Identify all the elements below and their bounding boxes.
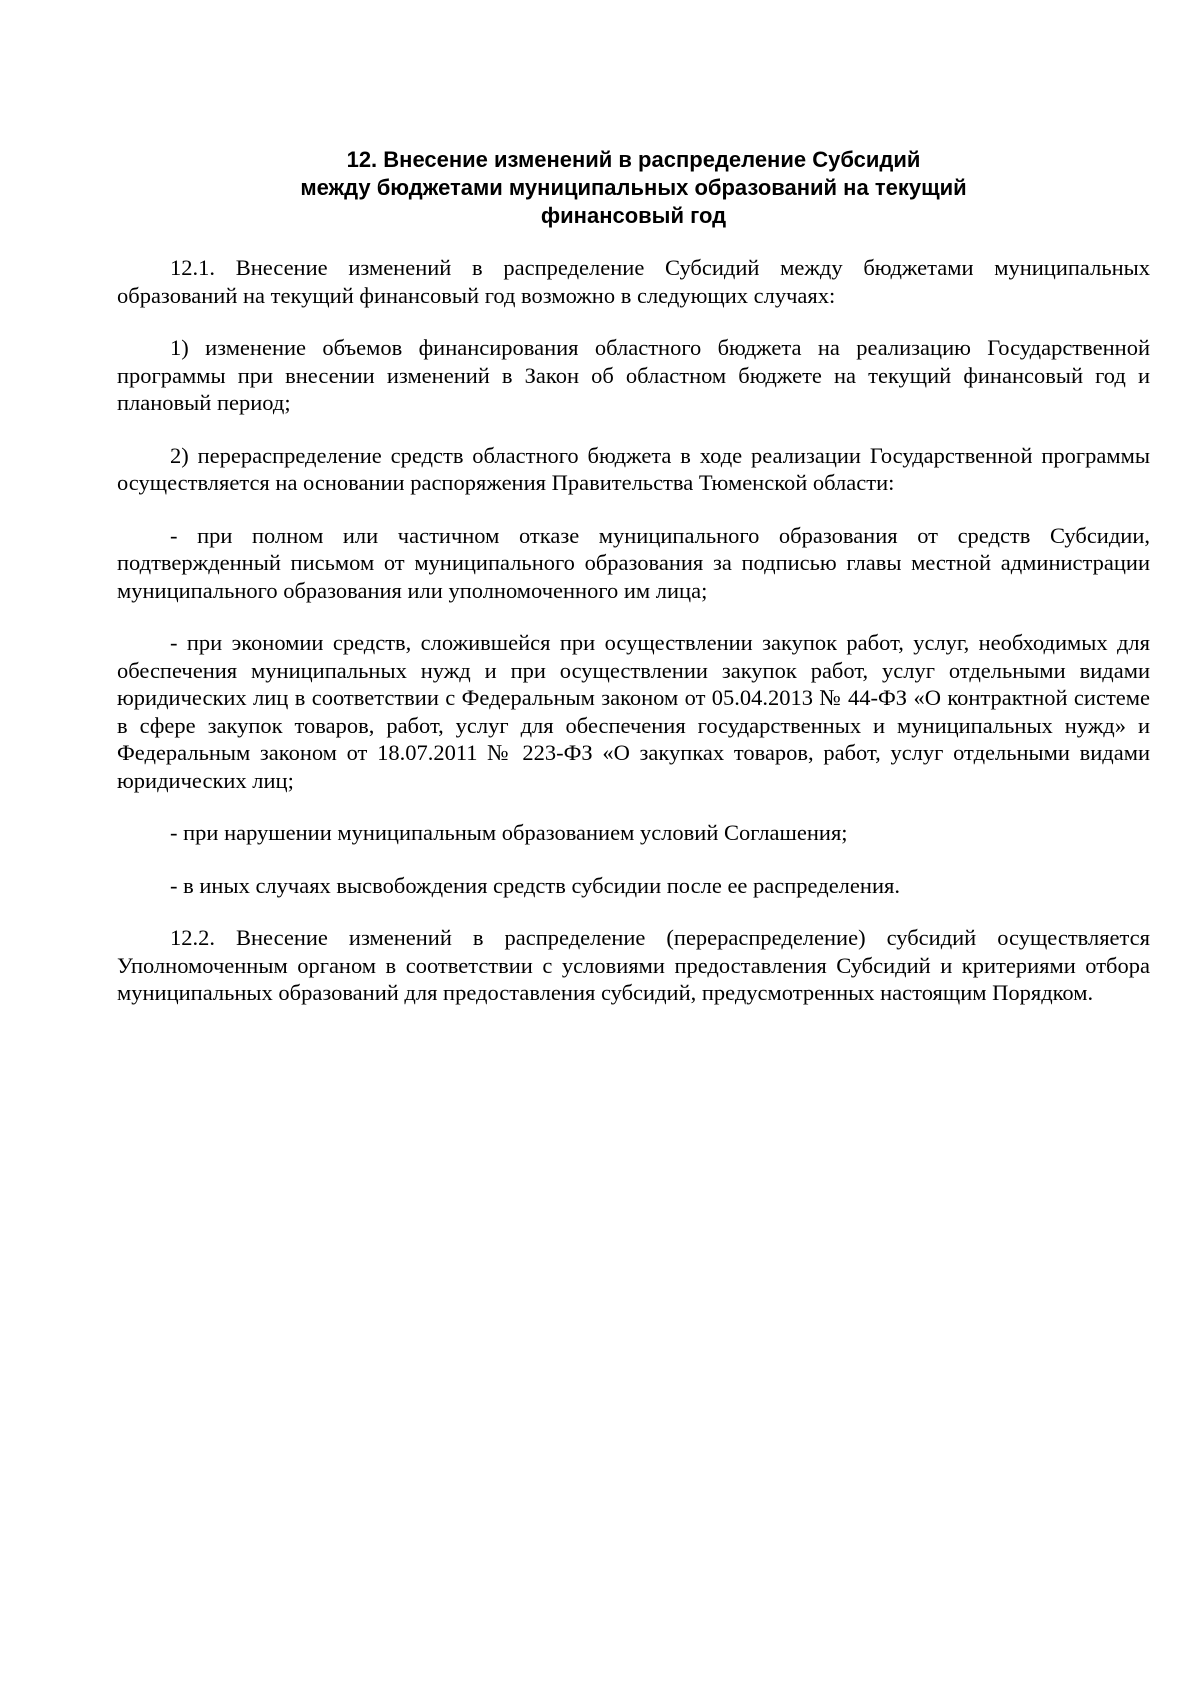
paragraph-case-1: 1) изменение объемов финансирования областного бюджета на реализацию Государственной программы при внесении изменений в Закон об областном бюджете на текущий финансовый год и плановый период; bbox=[117, 335, 1150, 415]
heading-line: финансовый год bbox=[540, 203, 727, 228]
document-page bbox=[117, 146, 1150, 1032]
paragraph-bullet-refusal: - при полном или частичном отказе муниципального образования от средств Субсидии, подтвержденный письмом от муниципального образования за подписью главы местной администрации муниципального образования или уполномоченного им лица; bbox=[117, 522, 1150, 603]
heading-line: между бюджетами муниципальных образований на текущий bbox=[300, 175, 967, 200]
paragraph-12-2: 12.2. Внесение изменений в распределение (перераспределение) субсидий осуществляется Уполномоченным органом в соответствии с условиями предоставления Субсидий и критериями отбора муниципальных образований для предоставления субсидий, предусмотренных настоящим Порядком. bbox=[117, 925, 1150, 1005]
heading-line: 12. Внесение изменений в распределение Субсидий bbox=[346, 147, 921, 172]
paragraph-bullet-other: - в иных случаях высвобождения средств субсидии после ее распределения. bbox=[170, 872, 900, 898]
paragraph-bullet-violation: - при нарушении муниципальным образованием условий Соглашения; bbox=[170, 820, 848, 845]
paragraph-12-1: 12.1. Внесение изменений в распределение Субсидий между бюджетами муниципальных образований на текущий финансовый год возможно в следующих случаях: bbox=[117, 255, 1150, 308]
section-heading bbox=[117, 146, 1150, 230]
paragraph-bullet-savings: - при экономии средств, сложившейся при осуществлении закупок работ, услуг, необходимых для обеспечения муниципальных нужд и при осуществлении закупок работ, услуг отдельными видами юридических лиц в соответствии с Федеральным законом от 05.04.2013 № 44-ФЗ «О контрактной системе в сфере закупок товаров, работ, услуг для обеспечения государственных и муниципальных нужд» и Федеральным законом от 18.07.2011 № 223-ФЗ «О закупках товаров, работ, услуг отдельными видами юридических лиц; bbox=[117, 630, 1150, 793]
paragraph-case-2: 2) перераспределение средств областного бюджета в ходе реализации Государственной программы осуществляется на основании распоряжения Правительства Тюменской области: bbox=[117, 442, 1150, 495]
